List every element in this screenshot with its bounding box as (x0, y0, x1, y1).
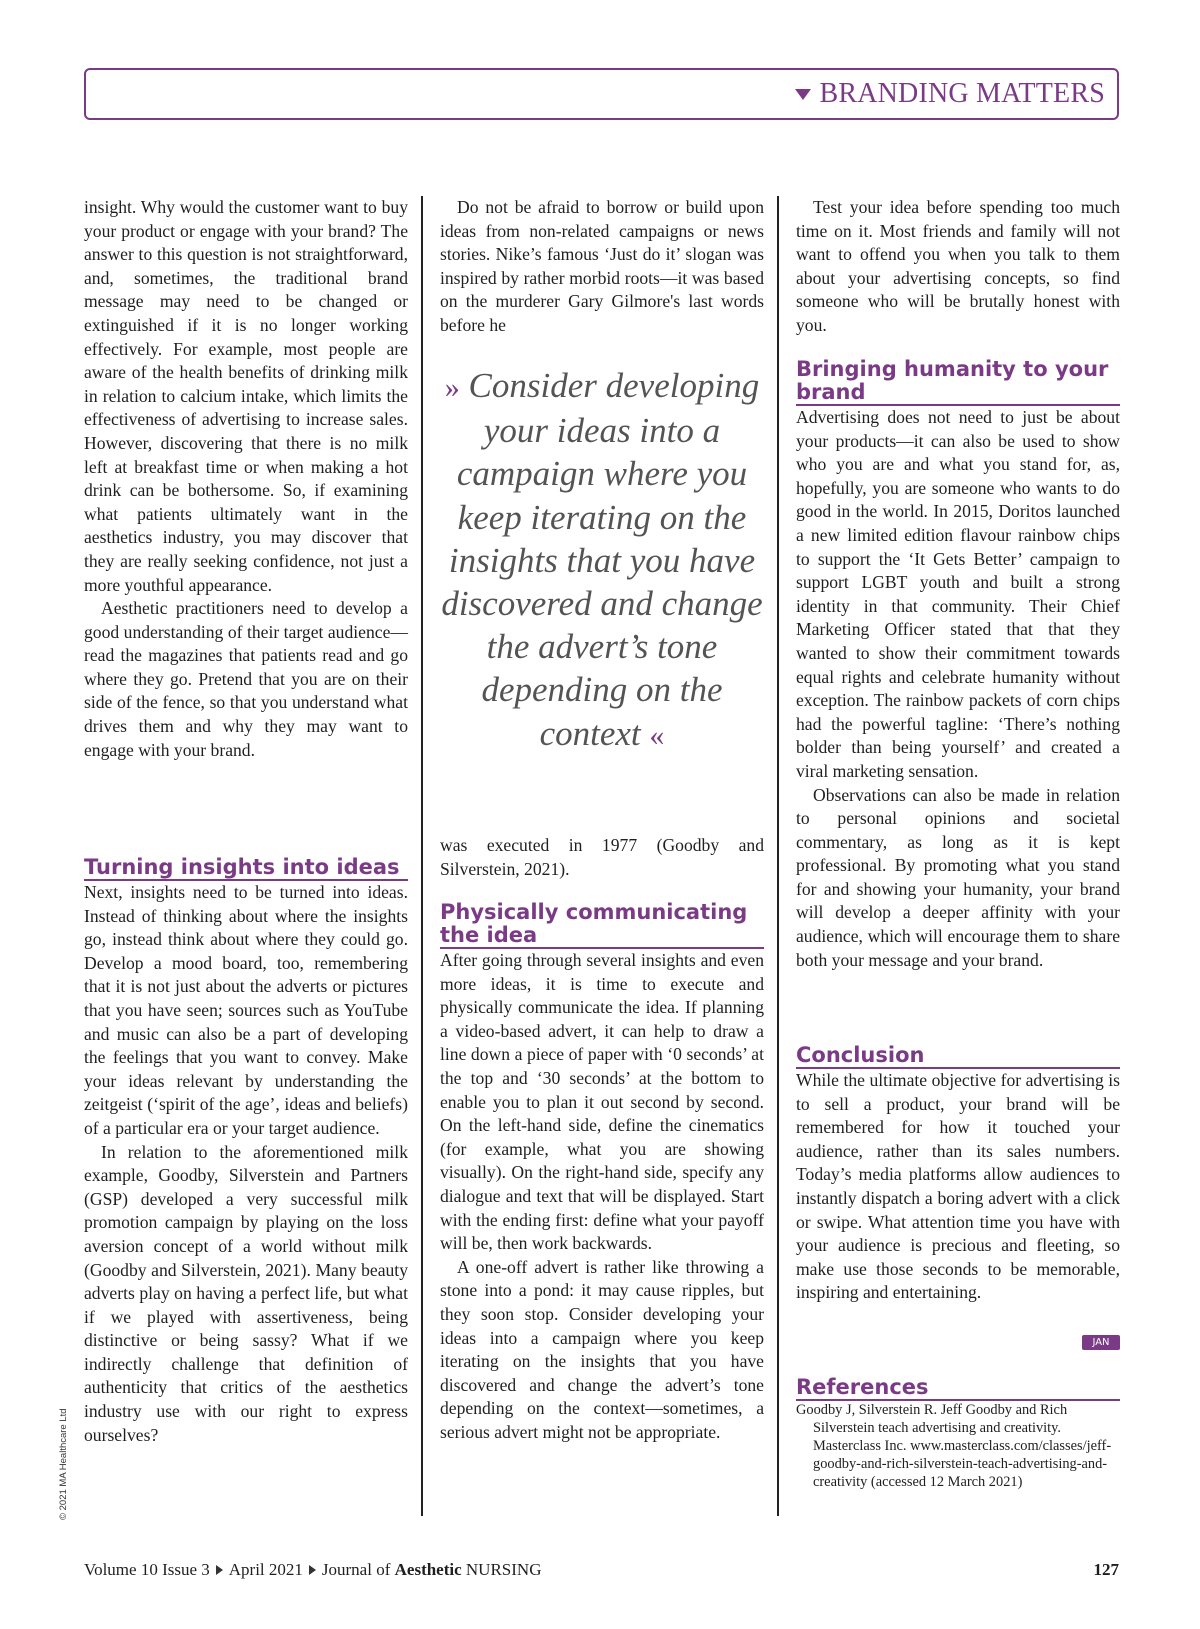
col3-block-1 (796, 196, 1120, 338)
col3-paragraph-4: While the ultimate objective for advertising is to sell a product, your brand will be remembered for how it touched your audience, rather than its sales numbers. Today’s media platforms allow audiences to instantly dispatch a boring advert with a click or swipe. What attention time you have with your audience is precious and fleeting, so make use those seconds to be memorable, inspiring and entertaining. (796, 1070, 1120, 1303)
triangle-down-icon (795, 89, 811, 100)
col3-paragraph-2: Advertising does not need to just be about your products—it can also be used to show who you are and what you stand for, as, hopefully, you are someone who wants to do good in the world. In 2015, Doritos launched a new limited edition flavour rainbow chips to support the ‘It Gets Better’ campaign to support LGBT youth and built a strong identity in that community. Their Chief Marketing Officer stated that that they wanted to show their commitment towards equal rights and celebrate humanity without exception. The rainbow packets of corn chips had the powerful tagline: ‘There’s nothing bolder than being yourself’ and created a viral marketing sensation. (796, 407, 1120, 781)
footer-journal-suffix: NURSING (461, 1560, 542, 1579)
column-divider-1 (421, 196, 423, 1516)
footer-journal-bold: Aesthetic (394, 1560, 462, 1579)
pull-quote (440, 364, 764, 757)
col3-block-3 (796, 1044, 1120, 1305)
heading-references: References (796, 1376, 1120, 1401)
col2-paragraph-2: was executed in 1977 (Goodby and Silverstein, 2021). (440, 835, 764, 879)
col1-paragraph-1: insight. Why would the customer want to buy your product or engage with your brand? The answer to this question is not straightforward, and, sometimes, the traditional brand message may need to be changed or extinguished if it is no longer working effectively. For example, most people are aware of the health benefits of drinking milk in relation to calcium intake, which limits the effectiveness of advertising to increase sales. However, discovering that there is no milk left at breakfast time or when making a hot drink can be bothersome. So, if examining what patients ultimately want in the aesthetics industry, you may discover that they are really seeking confidence, not just a more youthful appearance. (84, 197, 408, 595)
heading-bringing-humanity: Bringing humanity to your brand (796, 358, 1120, 406)
section-title-text: BRANDING MATTERS (819, 78, 1105, 109)
col3-block-2 (796, 358, 1120, 972)
col1-block-2 (84, 856, 408, 1447)
page-number: 127 (1093, 1560, 1119, 1579)
footer-journal-prefix: Journal of (321, 1560, 395, 1579)
col1-paragraph-2: Aesthetic practitioners need to develop a good understanding of their target audience—read the magazines that patients read and go where they go. Pretend that you are on their side of the fence, so that you understand what drives them and why they may want to engage with your brand. (84, 598, 408, 760)
section-header-box (84, 68, 1119, 120)
heading-turning-insights: Turning insights into ideas (84, 856, 408, 881)
col2-block-1 (440, 196, 764, 338)
pull-quote-close-mark: « (649, 718, 665, 752)
footer-volume: Volume 10 Issue 3 (84, 1560, 210, 1579)
col3-paragraph-1: Test your idea before spending too much time on it. Most friends and family will not want to offend you when you talk to them about your advertising concepts, so find someone who will be brutally honest with you. (796, 197, 1120, 335)
col1-block-1 (84, 196, 408, 762)
col2-block-3 (440, 901, 764, 1444)
col1-paragraph-3: Next, insights need to be turned into ideas. Instead of thinking about where the insights go, instead think about where they could go. Develop a mood board, too, remembering that it is not just about the adverts or pictures that you have seen; sources such as YouTube and music can also be a part of developing the feelings that you want to convey. Make your ideas relevant by understanding the zeitgeist (‘spirit of the age’, ideas and beliefs) of a particular era or your target audience. (84, 882, 408, 1138)
heading-conclusion: Conclusion (796, 1044, 1120, 1069)
col3-block-4 (796, 1376, 1120, 1491)
col2-paragraph-1: Do not be afraid to borrow or build upon ideas from non-related campaigns or news stories. Nike’s famous ‘Just do it’ slogan was inspired by rather morbid roots—it was based on the murderer Gary Gilmore's last words before he (440, 197, 764, 335)
end-of-article-badge: JAN (1082, 1335, 1120, 1350)
pull-quote-open-mark: » (444, 371, 460, 404)
col2-paragraph-4: A one-off advert is rather like throwing a stone into a pond: it may cause ripples, but they soon stop. Consider developing your ideas into a campaign where you keep iterating on the insights that you have discovered and change the advert’s tone depending on the context—sometimes, a serious advert might not be appropriate. (440, 1256, 764, 1442)
pull-quote-text: Consider developing your ideas into a campaign where you keep iterating on the insights that you have discovered and change the advert’s tone depending on the context (441, 366, 763, 753)
reference-item: Goodby J, Silverstein R. Jeff Goodby and Rich Silverstein teach advertising and creativity. Masterclass Inc. www.masterclass.com/classes/jeff-goodby-and-rich-silverstein-teach-advertising-and-creativity (accessed 12 March 2021) (796, 1402, 1112, 1490)
heading-physically-communicating: Physically communicating the idea (440, 901, 764, 949)
column-divider-2 (777, 196, 779, 1516)
triangle-right-icon (309, 1565, 316, 1575)
page-footer (84, 1560, 541, 1580)
footer-date: April 2021 (228, 1560, 303, 1579)
copyright-notice: © 2021 MA Healthcare Ltd (58, 1408, 69, 1520)
section-title (795, 78, 1105, 110)
col2-paragraph-3: After going through several insights and even more ideas, it is time to execute and physically communicate the idea. If planning a video-based advert, it can help to draw a line down a piece of paper with ‘0 seconds’ at the top and ‘30 seconds’ at the bottom to enable you to plan it out second by second. On the left-hand side, define the cinematics (for example, what you are showing visually). On the right-hand side, specify any dialogue and text that will be displayed. Start with the ending first: define what your payoff will be, then work backwards. (440, 950, 764, 1254)
col3-paragraph-3: Observations can also be made in relation to personal opinions and societal commentary, as long as it is kept professional. By promoting what you stand for and showing your humanity, your brand will develop a deeper affinity with your audience, which will encourage them to share both your message and your brand. (796, 784, 1120, 970)
triangle-right-icon (216, 1565, 223, 1575)
col1-paragraph-4: In relation to the aforementioned milk example, Goodby, Silverstein and Partners (GSP) developed a very successful milk promotion campaign by playing on the loss aversion concept of a world without milk (Goodby and Silverstein, 2021). Many beauty adverts play on having a perfect life, but what if we played with assertiveness, being distinctive or being sassy? What if we indirectly challenge that definition of authenticity that critics of the aesthetics industry use with our right to express ourselves? (84, 1141, 408, 1445)
col2-block-2 (440, 834, 764, 881)
